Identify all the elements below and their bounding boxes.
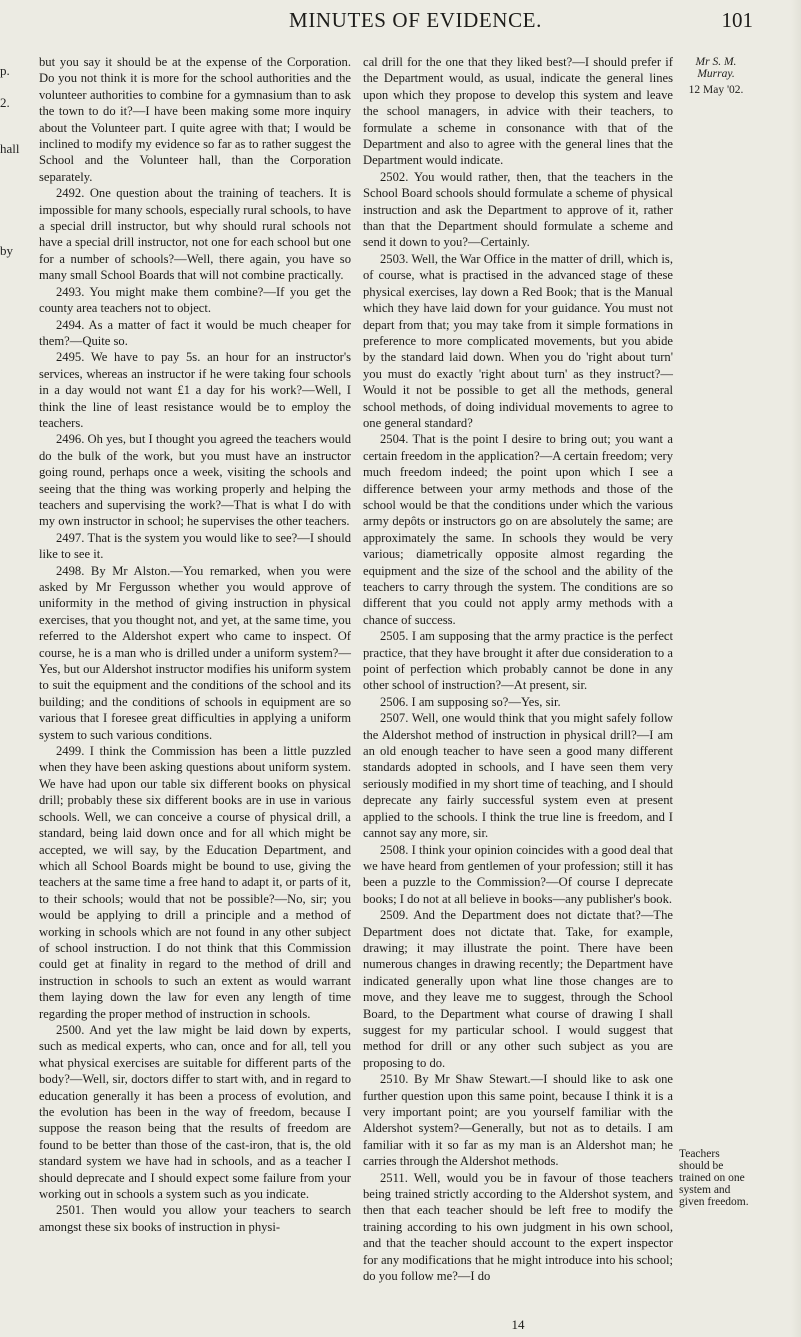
paragraph: 2503. Well, the War Office in the matter of drill, which is, of course, what is practised in the advanced stage of these physical exercises, lay down a Red Book; that is the Manual which they have laid down for your guidance. You must not depart from that; you may take from it simple formations in preference to more complicated movements, but you abide by the standard laid down. When you do 'right about turn' you must do exactly 'right about turn' as they instruct?—Would it not be possible to get all the methods, general school methods, of doing individual movements to agree to one general standard? [363, 251, 673, 430]
margin-fragment: 2. [0, 95, 10, 110]
paragraph: 2506. I am supposing so?—Yes, sir. [380, 694, 561, 709]
paragraph: cal drill for the one that they liked best?—I should prefer if the Department would, as usual, indicate the general lines upon which they propose to develop this system and leave the school managers, in advice with their teachers, to formulate a scheme in consonance with that of the Department and also to agree with the general lines that the Department would indicate. [363, 55, 673, 168]
paragraph: 2495. We have to pay 5s. an hour for an instructor's services, whereas an instructor if he were taking four schools in a day would not want £1 a day for his work?—Well, I think the line of least resistance would be to employ the teachers. [39, 350, 351, 430]
page-number: 101 [721, 8, 753, 32]
paragraph: but you say it should be at the expense of the Corporation. Do you not think it is more for the school authorities and the volunteer authorities to combine for a gymnasium than to ask the town to do it?—I have been making some more inquiry about the Volunteer part. I quite agree with that; I would be inclined to modify my evidence so far as to rather suggest the School and the Volunteer hall, than the Corporation separately. [39, 55, 351, 184]
paragraph: 2496. Oh yes, but I thought you agreed the teachers would do the bulk of the work, but you must have an instructor going round, perhaps once a week, visiting the schools and seeing that the thing was working properly and helping the teachers and supervising the work?—That is what I do with my own instructor in school; he supervises the other teachers. [39, 432, 351, 529]
paragraph: 2509. And the Department does not dictate that?—The Department does not dictate that. Take, for example, drawing; it may illustrate the point. There have been numerous changes in drawing recently; the Department have indicated generally upon what line those changes are to move, and they leave me to suggest, through the School Board, to the Department what course of drawing I shall suggest for my particular school. I would suggest that method for drill or any other such subject as you are proposing to do. [363, 908, 673, 1070]
paragraph: 2494. As a matter of fact it would be much cheaper for them?—Quite so. [39, 317, 351, 348]
paragraph: 2501. Then would you allow your teachers to search amongst these six books of instruction in physi- [39, 1203, 351, 1234]
page-title: MINUTES OF EVIDENCE. [289, 8, 542, 32]
paragraph: 2508. I think your opinion coincides with a good deal that we have heard from gentlemen of your profession; still it has been a puzzle to the Commission?—Of course I deprecate books; I do not at all believe in books—any publisher's book. [363, 842, 673, 906]
paragraph: 2500. And yet the law might be laid down by experts, such as medical experts, who can, once and for all, tell you what physical exercises are suitable for different parts of the body?—Well, sir, doctors differ to start with, and in regard to education generally it has been a process of evolution, and the evolution has been in the way of freedom, because I suppose the reason being that the results of freedom are found to be better than those of the cast-iron, that is, the old standard system we have had in schools, and as a teacher I should deprecate and I should expect some failure from your working out in schools a system such as you indicate. [39, 1022, 351, 1202]
paragraph: 2507. Well, one would think that you might safely follow the Aldershot method of instruction in physical drill?—I am an old enough teacher to have seen a good many different standards adopted in schools, and I have seen them very seriously modified in my short time of teaching, and I should deprecate any fairly successful system even at present applied to the schools. I think the true line is freedom, and I cannot say any more, sir. [363, 711, 673, 841]
right-column [363, 54, 673, 1284]
side-note-witness: Mr S. M. Murray. [695, 56, 737, 80]
paragraph: 2498. By Mr Alston.—You remarked, when you were asked by Mr Fergusson whether you would approve of uniformity in the method of giving instruction in physical exercises, that you thought not, and yet, at the same time, you referred to the Aldershot expert who came to inspect. Of course, he is a man who is drilled under a uniform system?—Yes, but our Aldershot instructor modifies his uniform system to suit the equipment and the conditions of the school and its building; and the conditions of schools in equipment are so various that I foresee great difficulties in applying a uniform system to such various conditions. [39, 563, 351, 742]
paragraph: 2511. Well, would you be in favour of those teachers being trained strictly according to the Aldershot system, and then that each teacher should be left free to modify the training according to his own judgment in his own school, and that the teacher should account to the expert inspector for any modifications that he might introduce into his school; do you follow me?—I do [363, 1170, 673, 1284]
page-header [50, 8, 781, 38]
side-note-summary: Teachers should be trained on one system and given freedom. [679, 1148, 749, 1208]
paragraph: 2502. You would rather, then, that the teachers in the School Board schools should formulate a scheme of physical instruction and ask the Department to approve of it, rather than that the Department should formulate a scheme and send it down to you?—Certainly. [363, 169, 673, 250]
signature-mark: 14 [511, 1317, 525, 1332]
paragraph: 2504. That is the point I desire to bring out; you want a certain freedom in the application?—A certain freedom; very much freedom indeed; the point upon which I see a difference between your army methods and those of the school would be that the conditions under which the various army depôts or instructors go on are absolutely the same; are approximately the same. In schools they would be very various; diametrically opposite almost regarding the equipment and the size of the school and the ability of the teachers to carry through the system. The conditions are so different that you could not apply army methods with a chance of success. [363, 432, 673, 627]
page-edge [791, 0, 801, 1337]
paragraph: 2493. You might make them combine?—If you get the county area teachers not to object. [39, 284, 351, 316]
margin-fragment: by [0, 243, 13, 258]
paragraph: 2497. That is the system you would like to see?—I should like to see it. [39, 530, 351, 562]
margin-fragment: hall [0, 141, 20, 156]
left-column [39, 54, 351, 1235]
paragraph: 2492. One question about the training of teachers. It is impossible for many schools, especially rural schools, to have a special drill instructor, but why should rural schools not have a special drill instructor, not one for each school but one for a number of schools?—Well, there again, you have so many small School Boards that will not combine practically. [39, 186, 351, 283]
side-note-date: 12 May '02. [688, 84, 744, 96]
paragraph: 2499. I think the Commission has been a little puzzled when they have been asking questions about uniform system. We have had upon our table six different books on physical drill; probably these six different books are in use in various schools. Well, we can conceive a course of physical drill, a standard, being laid down once and for all which might be accepted, we will say, by the Education Department, and which all School Boards might be bound to use, giving the teachers at the same time a free hand to adapt it, or parts of it, to their schools; would that not be possible?—No, sir; you would be applying to drill a principle and a method of working in schools which are not found in any other subject of school instruction. I do not think that this Commission could get at finality in regard to the method of drill and instruction in schools to such an extent as would warrant them laying down the law for even any length of time regarding the proper method of instruction in schools. [39, 744, 351, 1021]
paragraph: 2510. By Mr Shaw Stewart.—I should like to ask one further question upon this same point, because I think it is a very important point; are you yourself familiar with the Aldershot system?—Generally, but not as to details. I am familiar with it so far as my man is an Aldershot man; he carries through the Aldershot methods. [363, 1072, 673, 1169]
paragraph: 2505. I am supposing that the army practice is the perfect practice, that they have brought it after due consideration to a point of perfection which probably cannot be done in any other school of instruction?—At present, sir. [363, 629, 673, 693]
margin-fragment: p. [0, 63, 10, 78]
